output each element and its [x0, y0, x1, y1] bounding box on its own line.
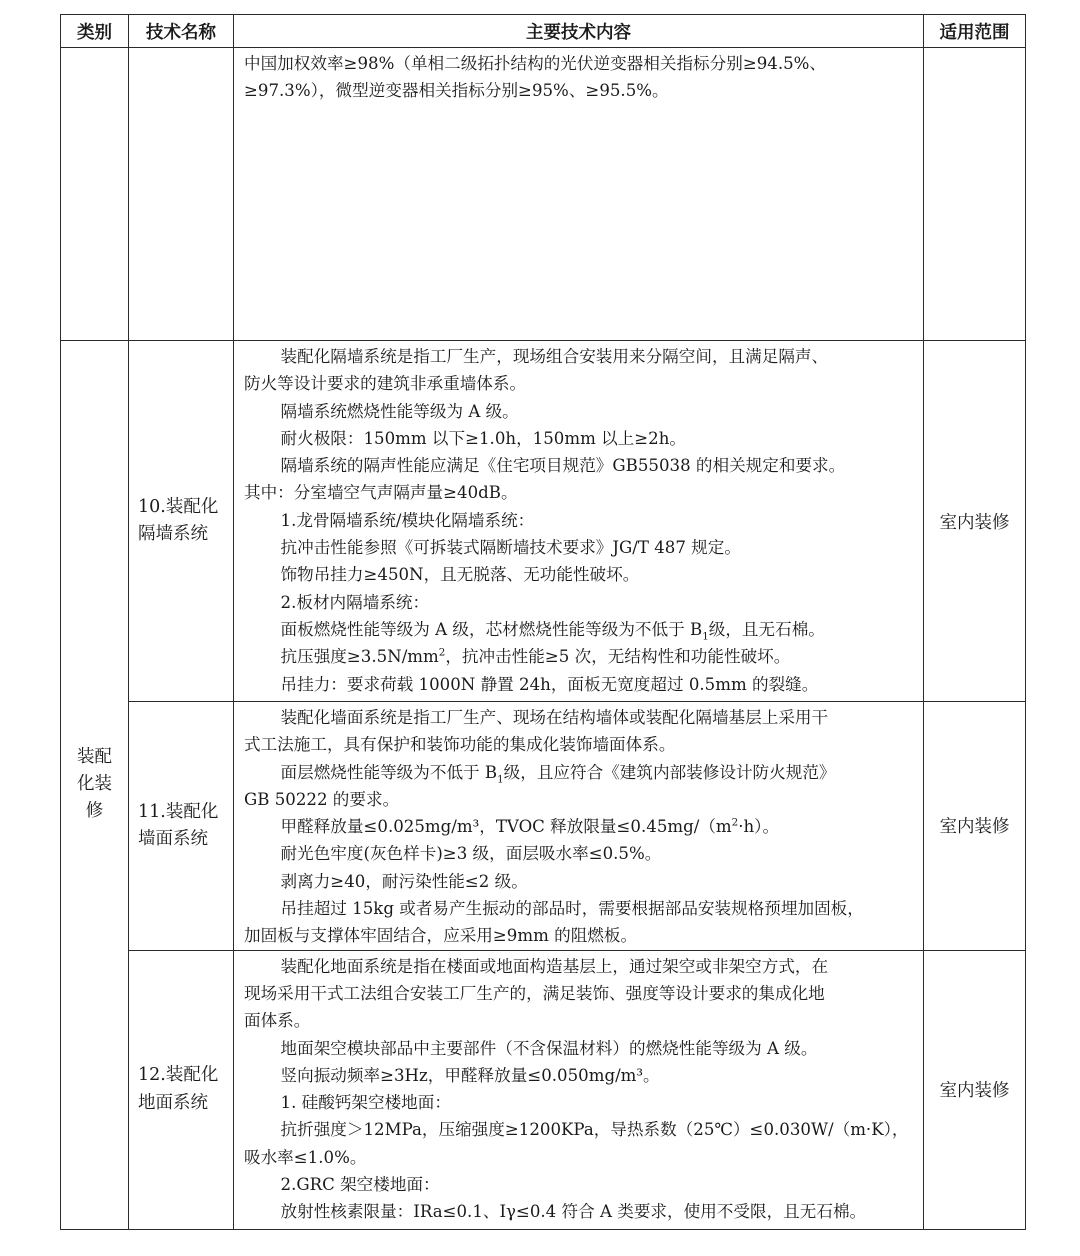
content-line: 抗冲击性能参照《可拆装式隔断墙技术要求》JG/T 487 规定。: [280, 538, 741, 558]
tech-name-cell: [129, 702, 234, 951]
header-scope: 适用范围: [924, 15, 1026, 48]
tech-name-line: 12.装配化: [138, 1065, 219, 1086]
content-line: 式工法施工，具有保护和装饰功能的集成化装饰墙面体系。: [244, 735, 676, 755]
content-text: 面层燃烧性能等级为不低于 B: [280, 762, 498, 782]
content-line: 耐火极限：150mm 以下≥1.0h，150mm 以上≥2h。: [280, 428, 687, 448]
header-row: [61, 15, 1026, 48]
category-cell-empty: [61, 48, 129, 341]
category-line: 化装: [77, 774, 112, 795]
content-cell: [234, 950, 924, 1229]
content-text: 级，且无石棉。: [708, 619, 825, 639]
content-line: 面体系。: [244, 1011, 311, 1031]
header-category: 类别: [61, 15, 129, 48]
content-line: [244, 643, 915, 670]
scope-cell: 室内装修: [924, 950, 1026, 1229]
content-line: 放射性核素限量：IRa≤0.1、Iγ≤0.4 符合 A 类要求，使用不受限，且无石棉。: [280, 1202, 867, 1222]
tech-name-line: 墙面系统: [138, 828, 208, 849]
superscript: 2: [731, 816, 739, 829]
tech-name-cell: [129, 341, 234, 702]
content-line: 隔墙系统燃烧性能等级为 A 级。: [280, 401, 519, 421]
table-row: [61, 702, 1026, 951]
content-line: [244, 616, 915, 643]
content-line: 装配化隔墙系统是指工厂生产，现场组合安装用来分隔空间，且满足隔声、: [280, 347, 829, 366]
header-tech-name: 技术名称: [129, 15, 234, 48]
tech-name-line: 10.装配化: [138, 496, 219, 517]
content-line: 剥离力≥40，耐污染性能≤2 级。: [280, 871, 528, 891]
tech-name-line: 隔墙系统: [138, 524, 208, 544]
content-line: [244, 759, 915, 786]
content-line: 耐光色牢度(灰色样卡)≥3 级，面层吸水率≤0.5%。: [280, 844, 662, 864]
subscript: 1: [702, 630, 709, 643]
content-line: 饰物吊挂力≥450N，且无脱落、无功能性破坏。: [280, 565, 640, 585]
subscript: 1: [497, 772, 504, 785]
content-line: ≥97.3%），微型逆变器相关指标分别≥95%、≥95.5%。: [244, 81, 669, 101]
category-line: 装配: [77, 747, 112, 768]
scope-cell: 室内装修: [924, 341, 1026, 702]
content-line: 1. 硅酸钙架空楼地面：: [280, 1093, 451, 1113]
content-line: 现场采用干式工法组合安装工厂生产的，满足装饰、强度等设计要求的集成化地: [244, 983, 825, 1003]
superscript: 2: [438, 646, 446, 659]
spec-table: [60, 14, 1026, 1230]
table-row: [61, 48, 1026, 341]
content-cell: [234, 702, 924, 951]
content-line: [244, 813, 915, 840]
name-cell-empty: [129, 48, 234, 341]
content-text: 级，且应符合《建筑内部装修设计防火规范》: [503, 762, 836, 782]
content-line: 加固板与支撑体牢固结合，应采用≥9mm 的阻燃板。: [244, 926, 638, 946]
category-cell: [61, 341, 129, 1230]
content-line: 2.GRC 架空楼地面：: [280, 1175, 440, 1195]
content-line: 地面架空模块部品中主要部件（不含保温材料）的燃烧性能等级为 A 级。: [280, 1038, 818, 1058]
content-line: 防火等设计要求的建筑非承重墙体系。: [244, 374, 527, 394]
table-row: [61, 341, 1026, 702]
content-text: 面板燃烧性能等级为 A 级，芯材燃烧性能等级为不低于 B: [280, 619, 703, 639]
content-line: 装配化墙面系统是指工厂生产、现场在结构墙体或装配化隔墙基层上采用干: [280, 708, 829, 727]
content-line: 竖向振动频率≥3Hz，甲醛释放量≤0.050mg/m³。: [280, 1065, 660, 1085]
content-text: 甲醛释放量≤0.025mg/m³，TVOC 释放限量≤0.45mg/（m: [280, 817, 732, 837]
tech-name-cell: [129, 950, 234, 1229]
content-line: 2.板材内隔墙系统：: [280, 592, 430, 612]
content-line: 吸水率≤1.0%。: [244, 1147, 367, 1167]
content-cell: [234, 341, 924, 702]
content-line: 吊挂力：要求荷载 1000N 静置 24h，面板无宽度超过 0.5mm 的裂缝。: [280, 674, 819, 694]
tech-name-line: 地面系统: [138, 1092, 208, 1113]
content-text: 抗压强度≥3.5N/mm: [280, 647, 439, 667]
category-line: 修: [85, 801, 104, 822]
tech-name-line: 11.装配化: [138, 801, 219, 822]
header-main-content: 主要技术内容: [234, 15, 924, 48]
scope-cell-empty: [924, 48, 1026, 341]
content-text: ，抗冲击性能≥5 次，无结构性和功能性破坏。: [445, 647, 791, 667]
content-text: ·h）。: [738, 817, 780, 837]
content-line: 其中：分室墙空气声隔声量≥40dB。: [244, 483, 518, 503]
content-cell: [234, 48, 924, 341]
scope-cell: 室内装修: [924, 702, 1026, 951]
content-line: 抗折强度＞12MPa，压缩强度≥1200KPa，导热系数（25℃）≤0.030W/（m·K），: [280, 1120, 909, 1140]
table-row: [61, 950, 1026, 1229]
content-line: 吊挂超过 15kg 或者易产生振动的部品时，需要根据部品安装规格预埋加固板，: [280, 899, 864, 919]
content-line: 中国加权效率≥98%（单相二级拓扑结构的光伏逆变器相关指标分别≥94.5%、: [244, 54, 827, 73]
content-line: GB 50222 的要求。: [244, 789, 400, 809]
content-line: 装配化地面系统是指在楼面或地面构造基层上，通过架空或非架空方式，在: [280, 956, 829, 976]
content-line: 隔墙系统的隔声性能应满足《住宅项目规范》GB55038 的相关规定和要求。: [280, 456, 846, 476]
content-line: 1.龙骨隔墙系统/模块化隔墙系统：: [280, 510, 535, 530]
